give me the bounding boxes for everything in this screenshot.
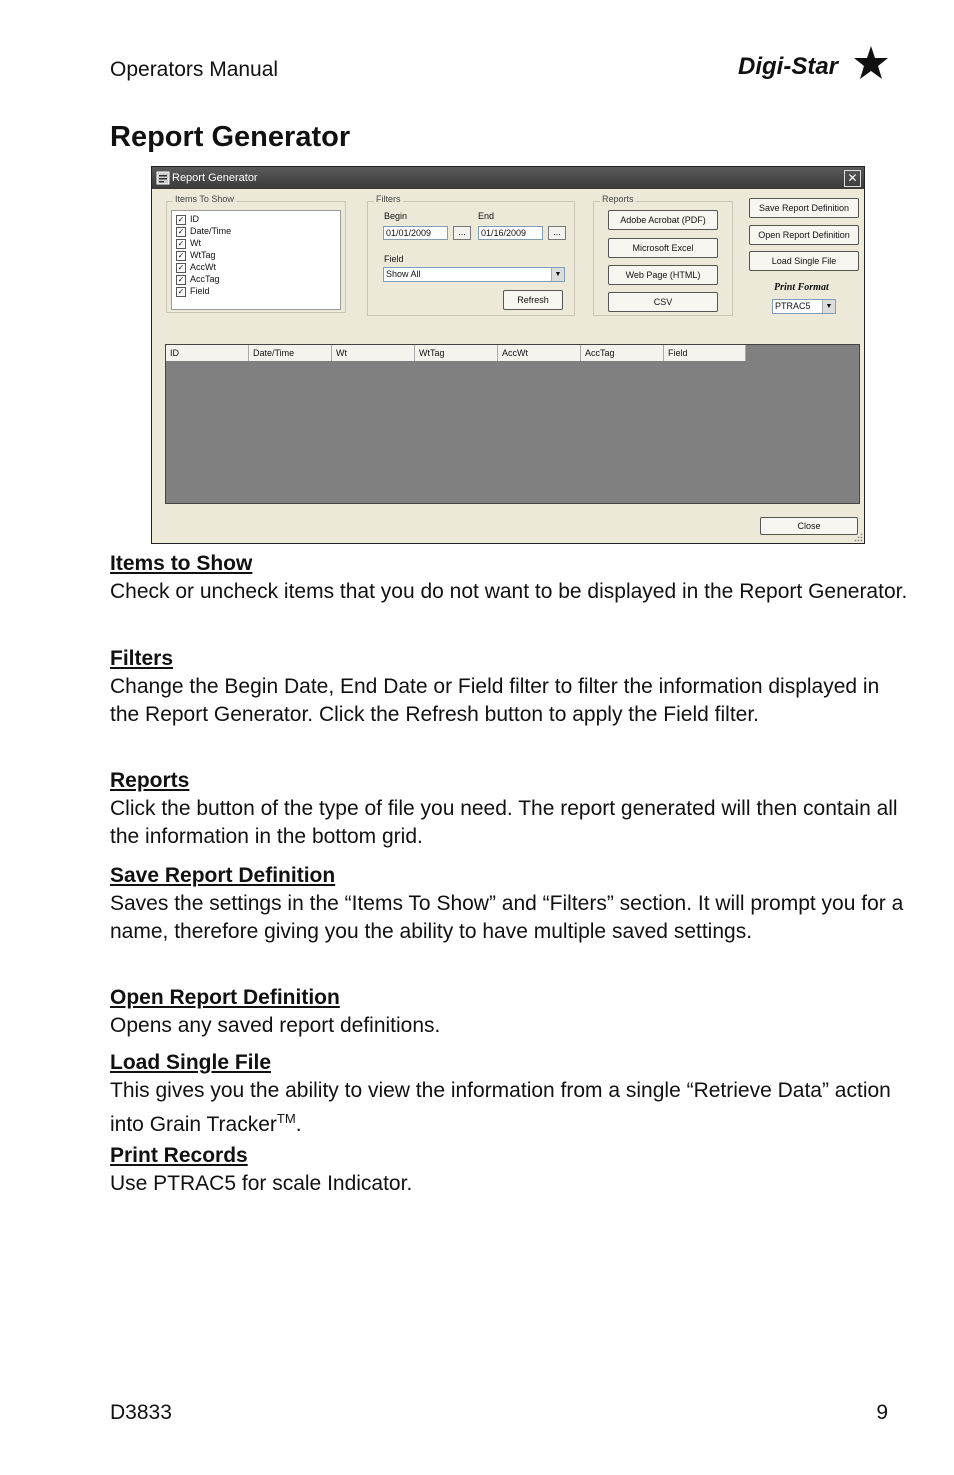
filters-group xyxy=(367,194,575,316)
begin-label: Begin xyxy=(384,211,408,221)
begin-date-input[interactable]: 01/01/2009 xyxy=(383,226,448,240)
item-checkbox-accwt[interactable]: ✓ AccWt xyxy=(177,262,216,272)
section-body-tail: . xyxy=(295,1113,302,1136)
end-date-input[interactable]: 01/16/2009 xyxy=(478,226,543,240)
item-checkbox-field[interactable]: ✓ Field xyxy=(177,286,210,296)
chevron-down-icon[interactable]: ▼ xyxy=(822,300,835,313)
section-print-records xyxy=(110,1142,910,1198)
reports-group xyxy=(593,194,733,316)
print-format-value: PTRAC5 xyxy=(775,301,811,311)
page-title: Report Generator xyxy=(110,121,351,153)
section-load-single-file xyxy=(110,1049,910,1139)
item-checkbox-acctag[interactable]: ✓ AccTag xyxy=(177,274,220,284)
digi-star-logo xyxy=(738,44,888,84)
section-body: Opens any saved report definitions. xyxy=(110,1014,441,1037)
section-reports xyxy=(110,767,910,851)
section-heading: Open Report Definition xyxy=(110,986,340,1009)
print-format-select[interactable] xyxy=(772,299,836,314)
end-label: End xyxy=(478,211,495,221)
open-report-definition-button[interactable]: Open Report Definition xyxy=(749,225,859,245)
save-report-definition-button[interactable]: Save Report Definition xyxy=(749,198,859,218)
grid-col-acctag[interactable]: AccTag xyxy=(581,345,664,361)
item-checkbox-id[interactable]: ✓ ID xyxy=(177,214,199,224)
grid-col-wttag[interactable]: WtTag xyxy=(415,345,498,361)
begin-date-picker-button[interactable]: ... xyxy=(453,226,471,240)
grid-col-field[interactable]: Field xyxy=(664,345,746,361)
section-filters xyxy=(110,645,910,729)
trademark-sup: TM xyxy=(276,1111,296,1126)
item-checkbox-wt[interactable]: ✓ Wt xyxy=(177,238,201,248)
print-format-label: Print Format xyxy=(774,282,829,293)
grid-col-wt[interactable]: Wt xyxy=(332,345,415,361)
section-body: Saves the settings in the “Items To Show” and “Filters” section. It will prompt you for a name, therefore giving you the ability to have multiple saved settings. xyxy=(110,892,904,943)
grid-col-date-time[interactable]: Date/Time xyxy=(249,345,332,361)
window-title: Report Generator xyxy=(172,172,258,184)
close-button[interactable]: Close xyxy=(760,517,858,535)
section-heading: Filters xyxy=(110,647,174,670)
grid-col-id[interactable]: ID xyxy=(166,345,249,361)
items-to-show-list xyxy=(171,210,341,310)
section-body: Check or uncheck items that you do not want to be displayed in the Report Generator. xyxy=(110,580,908,603)
checkbox-icon[interactable]: ✓ xyxy=(177,286,185,296)
window-titlebar xyxy=(152,167,864,189)
records-grid[interactable] xyxy=(165,344,860,504)
section-body-text: This gives you the ability to view the information from a single “Retrieve Data” action into Grain Tracker xyxy=(110,1079,891,1136)
microsoft-excel-button[interactable]: Microsoft Excel xyxy=(608,238,718,258)
section-heading: Save Report Definition xyxy=(110,864,336,887)
refresh-button[interactable]: Refresh xyxy=(503,290,563,310)
grid-header xyxy=(166,345,746,361)
field-select[interactable] xyxy=(383,267,565,282)
section-body: Use PTRAC5 for scale Indicator. xyxy=(110,1172,413,1195)
items-to-show-group xyxy=(166,194,346,313)
checkbox-icon[interactable]: ✓ xyxy=(177,274,185,284)
adobe-acrobat-pdf-button[interactable]: Adobe Acrobat (PDF) xyxy=(608,210,718,230)
items-to-show-legend: Items To Show xyxy=(175,194,234,204)
resize-grip-icon[interactable] xyxy=(854,533,863,542)
section-items-to-show xyxy=(110,550,910,606)
section-heading: Reports xyxy=(110,769,190,792)
section-body: Click the button of the type of file you need. The report generated will then contain all the information in the bottom grid. xyxy=(110,797,898,848)
section-body: Change the Begin Date, End Date or Field filter to filter the information displayed in the Report Generator. Click the Refresh button to apply the Field filter. xyxy=(110,675,880,726)
section-heading: Load Single File xyxy=(110,1051,272,1074)
checkbox-icon[interactable]: ✓ xyxy=(177,226,185,236)
field-select-value: Show All xyxy=(386,269,421,279)
csv-button[interactable]: CSV xyxy=(608,292,718,312)
footer-doc-number: D3833 xyxy=(110,1401,172,1424)
header-manual-title: Operators Manual xyxy=(110,58,279,81)
window-close-icon[interactable]: ✕ xyxy=(844,170,861,187)
web-page-html-button[interactable]: Web Page (HTML) xyxy=(608,265,718,285)
load-single-file-button[interactable]: Load Single File xyxy=(749,251,859,271)
logo-text: Digi-Star xyxy=(738,53,839,80)
section-save-report-definition xyxy=(110,862,910,946)
app-icon xyxy=(156,171,170,185)
filters-legend: Filters xyxy=(376,194,401,204)
section-body xyxy=(110,1077,910,1139)
report-generator-window xyxy=(151,166,865,544)
field-label: Field xyxy=(384,254,404,264)
footer-page-number: 9 xyxy=(876,1401,888,1424)
section-open-report-definition xyxy=(110,984,910,1040)
chevron-down-icon[interactable]: ▼ xyxy=(551,268,564,281)
end-date-picker-button[interactable]: ... xyxy=(548,226,566,240)
checkbox-icon[interactable]: ✓ xyxy=(177,238,185,248)
item-checkbox-wttag[interactable]: ✓ WtTag xyxy=(177,250,216,260)
checkbox-icon[interactable]: ✓ xyxy=(177,262,185,272)
checkbox-icon[interactable]: ✓ xyxy=(177,214,185,224)
grid-col-accwt[interactable]: AccWt xyxy=(498,345,581,361)
section-heading: Items to Show xyxy=(110,552,253,575)
logo-star-icon xyxy=(854,46,888,79)
checkbox-icon[interactable]: ✓ xyxy=(177,250,185,260)
item-checkbox-date-time[interactable]: ✓ Date/Time xyxy=(177,226,232,236)
section-heading: Print Records xyxy=(110,1144,248,1167)
reports-legend: Reports xyxy=(602,194,634,204)
